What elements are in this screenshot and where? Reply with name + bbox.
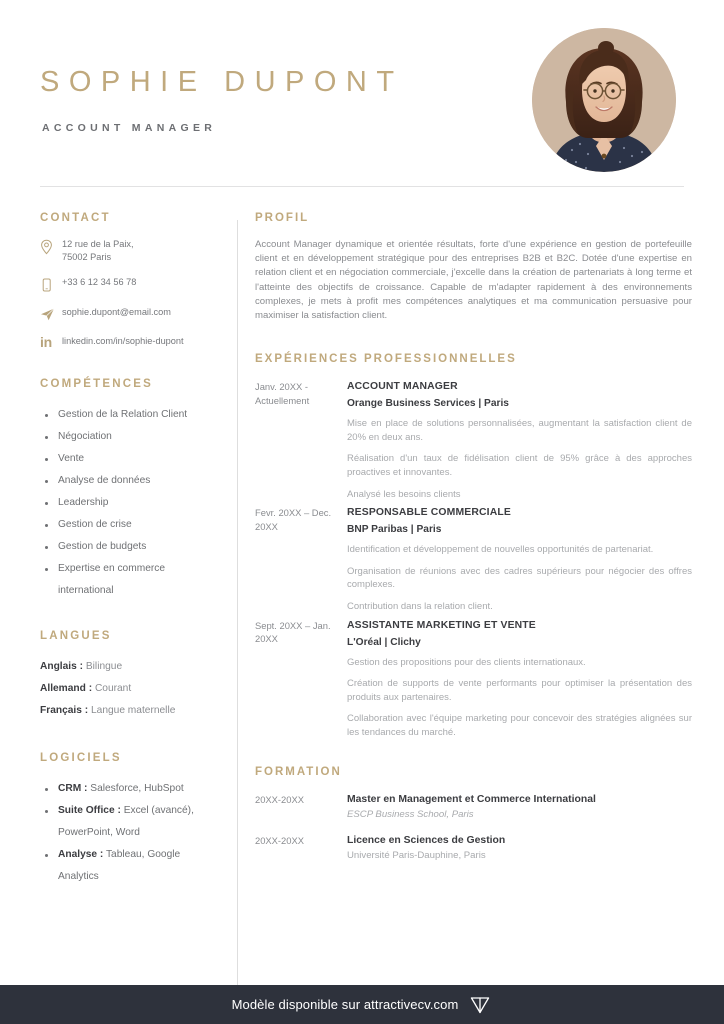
contact-item-email	[40, 306, 222, 322]
linkedin-icon: in	[40, 334, 52, 350]
education-body	[347, 792, 692, 822]
experience-entry	[255, 618, 692, 740]
contact-item-address	[40, 238, 222, 263]
portrait-photo-icon	[532, 28, 676, 172]
footer-text: Modèle disponible sur attractivecv.com	[231, 997, 459, 1012]
experience-bullet: Analysé les besoins clients	[347, 488, 461, 500]
experience-entry	[255, 379, 692, 501]
education-section-title: FORMATION	[255, 765, 342, 778]
cv-body	[0, 212, 724, 985]
software-value: Tableau, Google Analytics	[58, 849, 181, 882]
software-label: Suite Office	[58, 805, 115, 816]
list-item: Analyse de données	[40, 470, 222, 492]
language-label: Anglais	[40, 661, 77, 672]
software-value: Excel (avancé), PowerPoint, Word	[58, 805, 194, 838]
list-item: CRM : Salesforce, HubSpot	[40, 778, 222, 800]
experience-body	[347, 618, 692, 740]
experience-bullet: Collaboration avec l'équipe marketing pour concevoir des stratégies alignées sur les tendances du marché.	[347, 713, 692, 738]
experience-bullet: Organisation de réunions avec des cadres supérieurs pour négocier des offres complexes.	[347, 565, 692, 591]
software-list	[40, 778, 222, 888]
experience-bullet: Mise en place de solutions personnalisées, augmentant la satisfaction client de 20% en deux ans.	[347, 418, 692, 443]
experience-date: Fevr. 20XX – Dec. 20XX	[255, 507, 332, 532]
experience-company: BNP Paribas | Paris	[347, 524, 442, 536]
list-item: Expertise en commerce international	[40, 558, 222, 602]
experience-company: Orange Business Services | Paris	[347, 398, 509, 410]
contact-section-title: CONTACT	[40, 212, 111, 224]
list-item: Analyse : Tableau, Google Analytics	[40, 844, 222, 888]
profile-section-title: PROFIL	[255, 212, 310, 224]
software-section-title: LOGICIELS	[40, 752, 122, 764]
skills-section-title: COMPÉTENCES	[40, 378, 154, 390]
languages-section	[40, 630, 222, 722]
list-item: Gestion de crise	[40, 514, 222, 536]
language-label: Allemand	[40, 683, 86, 694]
contact-item-linkedin	[40, 335, 222, 348]
list-item: Gestion de budgets	[40, 536, 222, 558]
attractivecv-v-logo-icon	[468, 993, 492, 1017]
language-level: Courant	[94, 683, 132, 694]
language-label: Français	[40, 705, 82, 716]
header-divider	[40, 186, 684, 187]
experience-job-title: ACCOUNT MANAGER	[347, 381, 458, 393]
profile-section	[255, 212, 692, 323]
experience-bullet: Gestion des propositions pour des clients internationaux.	[347, 656, 586, 668]
experience-company: L'Oréal | Clichy	[347, 636, 421, 648]
software-section	[40, 752, 222, 888]
experience-bullet: Création de supports de vente performants pour optimiser la présentation des produits aux partenaires.	[347, 678, 692, 703]
address-line1: 12 rue de la Paix,	[62, 239, 134, 249]
skills-list	[40, 404, 222, 602]
software-label: CRM	[58, 783, 82, 794]
avatar	[532, 28, 676, 172]
education-body	[347, 833, 692, 863]
footer-bar	[0, 985, 724, 1024]
experience-bullet: Contribution dans la relation client.	[347, 600, 493, 612]
experience-date: Sept. 20XX – Jan. 20XX	[255, 619, 331, 645]
language-item: Français : Langue maternelle	[40, 705, 176, 716]
language-item: Allemand : Courant	[40, 683, 132, 694]
experience-body	[347, 379, 692, 501]
contact-phone-text: +33 6 12 34 56 78	[62, 277, 137, 287]
profile-paragraph: Account Manager dynamique et orientée résultats, forte d'une expérience en gestion de portefeuille client et en développement stratégique pour des entreprises B2B et B2C. Dotée d'une expertise en relation client et en négociation commerciale, j'excelle dans la création de partenariats à long terme et l'atteinte des objectifs de croissance. Capable de m'adapter rapidement à des environnements complexes, je mets à profit mes compétences analytiques et ma communication persuasive pour maximiser la satisfaction client.	[255, 239, 692, 322]
education-date: 20XX-20XX	[255, 834, 304, 846]
job-role-subtitle: ACCOUNT MANAGER	[42, 122, 217, 134]
education-entry	[255, 792, 692, 822]
list-item: Négociation	[40, 426, 222, 448]
experience-bullet: Identification et développement de nouvelles opportunités de partenariat.	[347, 544, 654, 556]
skills-section	[40, 378, 222, 602]
sidebar	[40, 212, 222, 914]
location-pin-icon	[40, 238, 62, 255]
experience-bullet: Réalisation d'un taux de fidélisation client de 95% grâce à des approches proactives et innovantes.	[347, 453, 692, 478]
education-date: 20XX-20XX	[255, 793, 304, 805]
contact-section	[40, 212, 222, 348]
experience-body	[347, 505, 692, 613]
contact-linkedin-text[interactable]: linkedin.com/in/sophie-dupont	[62, 336, 184, 346]
languages-section-title: LANGUES	[40, 630, 112, 642]
column-divider	[237, 220, 238, 985]
language-item: Anglais : Bilingue	[40, 661, 123, 672]
software-label: Analyse	[58, 849, 98, 860]
experience-section-title: EXPÉRIENCES PROFESSIONNELLES	[255, 353, 517, 366]
experience-job-title: RESPONSABLE COMMERCIALE	[347, 507, 511, 519]
education-school: ESCP Business School, Paris	[347, 808, 474, 820]
education-degree: Master en Management et Commerce International	[347, 793, 596, 805]
experience-job-title: ASSISTANTE MARKETING ET VENTE	[347, 619, 536, 631]
list-item: Suite Office : Excel (avancé), PowerPoint, Word	[40, 800, 222, 844]
main-content	[255, 212, 692, 889]
language-level: Bilingue	[85, 661, 123, 672]
education-entry	[255, 833, 692, 863]
list-item: Gestion de la Relation Client	[40, 404, 222, 426]
page-title: SOPHIE DUPONT	[40, 66, 404, 98]
phone-icon	[40, 276, 62, 293]
contact-address-text	[62, 238, 134, 263]
contact-email-text[interactable]: sophie.dupont@email.com	[62, 307, 171, 317]
education-section	[255, 766, 692, 863]
list-item: Vente	[40, 448, 222, 470]
cv-header	[0, 0, 724, 178]
address-line2: 75002 Paris	[62, 251, 112, 262]
education-degree: Licence en Sciences de Gestion	[347, 834, 506, 846]
paper-plane-icon	[40, 306, 62, 322]
experience-date: Janv. 20XX - Actuellement	[255, 381, 310, 406]
list-item: Leadership	[40, 492, 222, 514]
experience-entry	[255, 505, 692, 613]
contact-item-phone	[40, 276, 222, 293]
language-level: Langue maternelle	[90, 705, 176, 716]
experience-section	[255, 353, 692, 739]
education-school: Université Paris-Dauphine, Paris	[347, 849, 486, 861]
software-value: Salesforce, HubSpot	[90, 783, 184, 794]
